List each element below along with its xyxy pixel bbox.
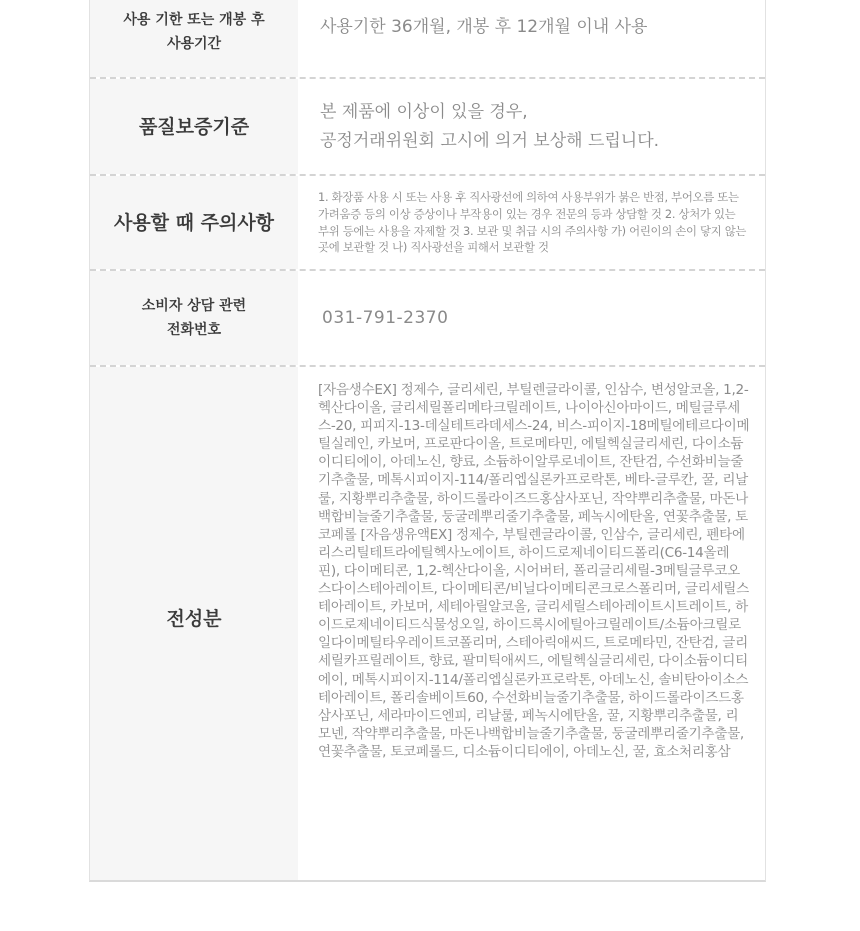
row-label-consumer-phone: 소비자 상담 관련 전화번호: [90, 271, 298, 365]
table-row: [90, 176, 765, 271]
row-label-precautions: 사용할 때 주의사항: [90, 176, 298, 269]
table-row: [90, 79, 765, 176]
row-value-expiry: 사용기한 36개월, 개봉 후 12개월 이내 사용: [298, 0, 765, 77]
row-value-ingredients: [자음생수EX] 정제수, 글리세린, 부틸렌글라이콜, 인삼수, 변성알코올, 1,2-헥산다이올, 글리세릴폴리메타크릴레이트, 나이아신아마이드, 메틸글루세스-20, 피피지-13-데실테트라데세스-24, 비스-피이지-18메틸에테르다이메틸실레인, 카보머, 프로판다이올, 트로메타민, 에틸헥실글리세린, 다이소듐이디티에이, 아데노신, 향료, 소듐하이알루로네이트, 잔탄검, 수선화비늘줄기추출물, 메톡시피이지-114/폴리엡실론카프로락톤, 베타-글루칸, 꿀, 리날룰, 지황뿌리추출물, 하이드롤라이즈드홍삼사포닌, 작약뿌리추출물, 마돈나백합비늘줄기추출물, 둥굴레뿌리줄기추출물, 페녹시에탄올, 연꽃추출물, 토코페롤 [자음생유액EX] 정제수, 부틸렌글라이콜, 인삼수, 글리세린, 펜타에리스리틸테트라에틸헥사노에이트, 하이드로제네이티드폴리(C6-14올레핀), 다이메티콘, 1,2-헥산다이올, 시어버터, 폴리글리세릴-3메틸글루코오스다이스테아레이트, 다이메티콘/비닐다이메티콘크로스폴리머, 글리세릴스테아레이트, 카보머, 세테아릴알코올, 글리세릴스테아레이트시트레이트, 하이드로제네이티드식물성오일, 하이드록시에틸아크릴레이트/소듐아크릴로일다이메틸타우레이트코폴리머, 스테아릭애씨드, 트로메타민, 잔탄검, 글리세릴카프릴레이트, 향료, 팔미틱애씨드, 에틸헥실글리세린, 다이소듐이디티에이, 메톡시피이지-114/폴리엡실론카프로락톤, 아데노신, 솔비탄아이소스테아레이트, 폴리솔베이트60, 수선화비늘줄기추출물, 하이드롤라이즈드홍삼사포닌, 세라마이드엔피, 리날룰, 페녹시에탄올, 꿀, 지황뿌리추출물, 리모넨, 작약뿌리추출물, 마돈나백합비늘줄기추출물, 둥굴레뿌리줄기추출물, 연꽃추출물, 토코페롤드, 디소듐이디티에이, 아데노신, 꿀, 효소처리홍삼: [298, 367, 765, 880]
row-value-quality-guarantee: 본 제품에 이상이 있을 경우, 공정거래위원회 고시에 의거 보상해 드립니다.: [298, 79, 765, 174]
row-value-consumer-phone: 031-791-2370: [298, 271, 765, 365]
table-row: [90, 0, 765, 79]
table-row: [90, 367, 765, 880]
product-info-table: [89, 0, 766, 882]
row-value-precautions: 1. 화장품 사용 시 또는 사용 후 직사광선에 의하여 사용부위가 붉은 반점, 부어오름 또는 가려움증 등의 이상 증상이나 부작용이 있는 경우 전문의 등과 상담할 것 2. 상처가 있는 부위 등에는 사용을 자제할 것 3. 보관 및 취급 시의 주의사항 가) 어린이의 손이 닿지 않는 곳에 보관할 것 나) 직사광선을 피해서 보관할 것: [298, 176, 765, 269]
row-label-ingredients: 전성분: [90, 367, 298, 880]
row-label-quality-guarantee: 품질보증기준: [90, 79, 298, 174]
table-row: [90, 271, 765, 367]
row-label-expiry: 사용 기한 또는 개봉 후 사용기간: [90, 0, 298, 77]
